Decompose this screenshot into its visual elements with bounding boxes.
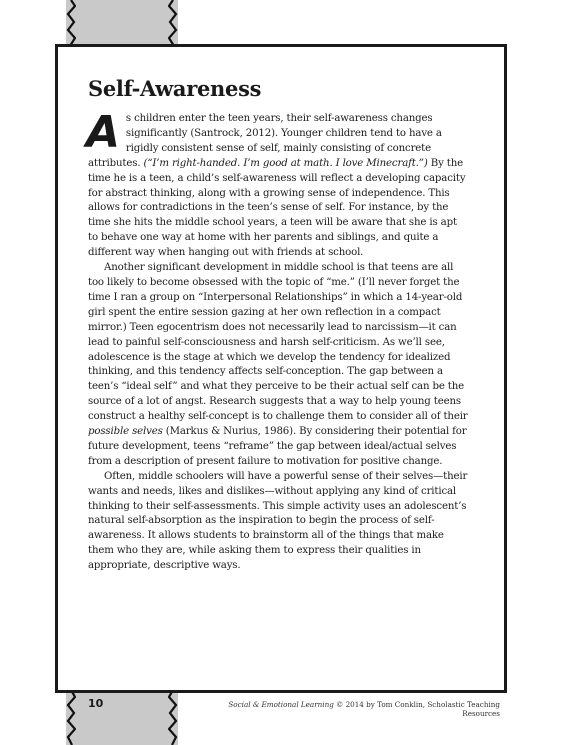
body-text xyxy=(86,107,468,574)
book-title: Social & Emotional Learning xyxy=(228,700,334,709)
top-decorative-tab xyxy=(66,0,178,46)
paragraph-3: Often, middle schoolers will have a powerful sense of their selves—their wants and needs, likes and dislikes—without applying any kind of critical thinking to their self-assessments. This simple activity uses an adolescent’s natural self-absorption as the inspiration to begin the process of self-awareness. It allows students to brainstorm all of the things that make them who they are, while asking them to express their qualities in appropriate, descriptive ways. xyxy=(88,470,468,572)
zigzag-border-left xyxy=(66,0,76,46)
paragraph-1: As children enter the teen years, their self-awareness changes significantly (Santrock, 2012). Younger children tend to have a rigidly consistent sense of self, mainly consisting of concrete attributes. (“I’m right-handed. I’m good at math. I love Minecraft.”) By the time he is a teen, a child’s self-awareness will reflect a developing capacity for abstract thinking, along with a growing sense of independence. This allows for contradictions in the teen’s sense of self. For instance, by the time she hits the middle school years, a teen will be aware that she is apt to behave one way at home with her parents and siblings, and quite a different way when hanging out with friends at school. xyxy=(86,107,466,259)
footer-credit xyxy=(190,700,500,718)
paragraph-2: Another significant development in middle school is that teens are all too likely to become obsessed with the topic of “me.” (I’ll never forget the time I ran a group on “Interpersonal Relationships” in which a 14-year-old girl spent the entire session gazing at her own reflection in a compact mirror.) Teen egocentrism does not necessarily lead to narcissism—it can lead to painful self-consciousness and harsh self-criticism. As we’ll see, adolescence is the stage at which we develop the tendency for idealized thinking, and this tendency affects self-conception. The gap between a teen’s “ideal self” and what they perceive to be their actual self can be the source of a lot of angst. Research suggests that a way to help young teens construct a healthy self-concept is to challenge them to consider all of their possible selves (Markus & Nurius, 1986). By considering their potential for future development, teens “reframe” the gap between ideal/actual selves from a description of present failure to motivation for positive change. xyxy=(88,262,468,467)
drop-cap: A xyxy=(86,107,120,158)
zigzag-border-right xyxy=(168,0,178,46)
zigzag-border-right xyxy=(168,690,178,745)
zigzag-border-left xyxy=(66,690,76,745)
example-quote: (“I’m right-handed. I’m good at math. I love Minecraft.”) xyxy=(143,157,428,169)
page-title: Self-Awareness xyxy=(88,76,262,101)
page-number: 10 xyxy=(88,697,104,710)
bottom-decorative-tab xyxy=(66,690,178,745)
emphasis-possible-selves: possible selves xyxy=(88,426,163,438)
copyright-text: © 2014 by Tom Conklin, Scholastic Teaching Resources xyxy=(333,700,500,718)
